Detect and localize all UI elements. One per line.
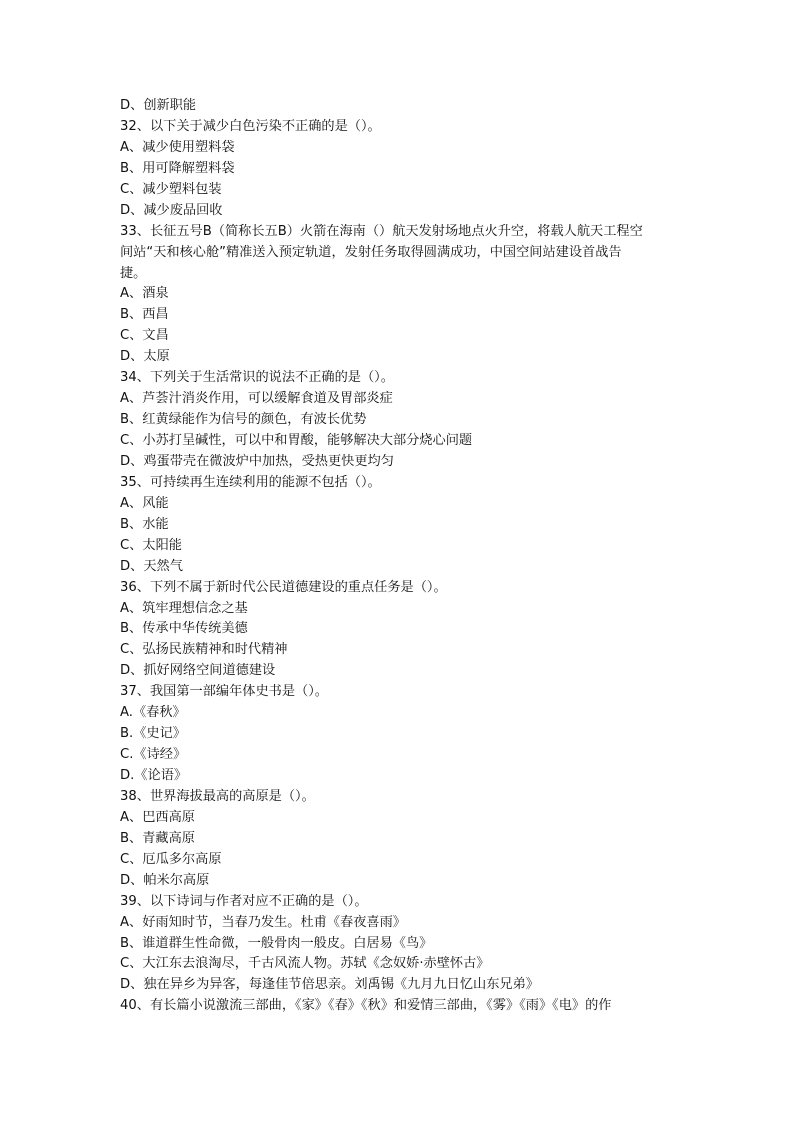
option-d: D、独在异乡为异客，每逢佳节倍思亲。刘禹锡《九月九日忆山东兄弟》 bbox=[120, 977, 539, 993]
option-d: D.《论语》 bbox=[120, 768, 188, 783]
option-d: D、帕米尔高原 bbox=[120, 872, 210, 888]
question-38: 38、世界海拔最高的高原是（）。 bbox=[120, 788, 315, 804]
option-a: A、筑牢理想信念之基 bbox=[120, 600, 248, 616]
option-d: D、抓好网络空间道德建设 bbox=[120, 663, 276, 679]
document-body bbox=[120, 96, 676, 1017]
question-34: 34、下列关于生活常识的说法不正确的是（）。 bbox=[120, 370, 394, 386]
option-b: B、谁道群生性命微，一般骨肉一般皮。白居易《鸟》 bbox=[120, 935, 433, 951]
question-33-cont: 间站“天和核心舱”精准送入预定轨道，发射任务取得圆满成功，中国空间站建设首战告 bbox=[120, 244, 622, 260]
option-d: D、减少废品回收 bbox=[120, 202, 223, 218]
question-40: 40、有长篇小说激流三部曲，《家》《春》《秋》和爱情三部曲，《雾》《雨》《电》的作 bbox=[120, 998, 612, 1014]
option-a: A.《春秋》 bbox=[120, 705, 186, 721]
option-c: C、弘扬民族精神和时代精神 bbox=[120, 642, 288, 658]
option-b: B、红黄绿能作为信号的颜色，有波长优势 bbox=[120, 412, 367, 428]
question-36: 36、下列不属于新时代公民道德建设的重点任务是（）。 bbox=[120, 579, 447, 595]
option-b: B、西昌 bbox=[120, 307, 169, 323]
option-a: A、减少使用塑料袋 bbox=[120, 139, 235, 155]
option-c: C、文昌 bbox=[120, 328, 169, 344]
question-32: 32、以下关于减少白色污染不正确的是（）。 bbox=[120, 118, 381, 134]
option-b: B.《史记》 bbox=[120, 726, 186, 742]
question-37: 37、我国第一部编年体史书是（）。 bbox=[120, 684, 328, 700]
option-d: D、太原 bbox=[120, 349, 170, 365]
option-a: A、酒泉 bbox=[120, 286, 169, 302]
option-b: B、水能 bbox=[120, 516, 169, 532]
option-a: A、巴西高原 bbox=[120, 809, 195, 825]
option-c: C、大江东去浪淘尽，千古风流人物。苏轼《念奴娇·赤壁怀古》 bbox=[120, 956, 490, 972]
option-d: D、天然气 bbox=[120, 558, 183, 574]
option-b: B、青藏高原 bbox=[120, 830, 195, 846]
text-line: D、创新职能 bbox=[120, 98, 197, 113]
option-a: A、风能 bbox=[120, 495, 169, 511]
option-a: A、芦荟汁消炎作用，可以缓解食道及胃部炎症 bbox=[120, 391, 393, 407]
option-b: B、传承中华传统美德 bbox=[120, 621, 248, 637]
question-39: 39、以下诗词与作者对应不正确的是（）。 bbox=[120, 893, 368, 909]
option-c: C、减少塑料包装 bbox=[120, 181, 222, 197]
question-33: 33、长征五号B（简称长五B）火箭在海南（）航天发射场地点火升空，将载人航天工程空 bbox=[120, 223, 643, 239]
option-c: C、厄瓜多尔高原 bbox=[120, 851, 222, 867]
option-c: C.《诗经》 bbox=[120, 747, 187, 763]
option-c: C、小苏打呈碱性，可以中和胃酸，能够解决大部分烧心问题 bbox=[120, 433, 473, 448]
option-a: A、好雨知时节，当春乃发生。杜甫《春夜喜雨》 bbox=[120, 914, 406, 930]
question-35: 35、可持续再生连续利用的能源不包括（）。 bbox=[120, 474, 381, 490]
option-b: B、用可降解塑料袋 bbox=[120, 160, 235, 176]
option-d: D、鸡蛋带壳在微波炉中加热，受热更快更均匀 bbox=[120, 453, 394, 469]
option-c: C、太阳能 bbox=[120, 537, 182, 553]
question-33-end: 捷。 bbox=[120, 265, 147, 281]
